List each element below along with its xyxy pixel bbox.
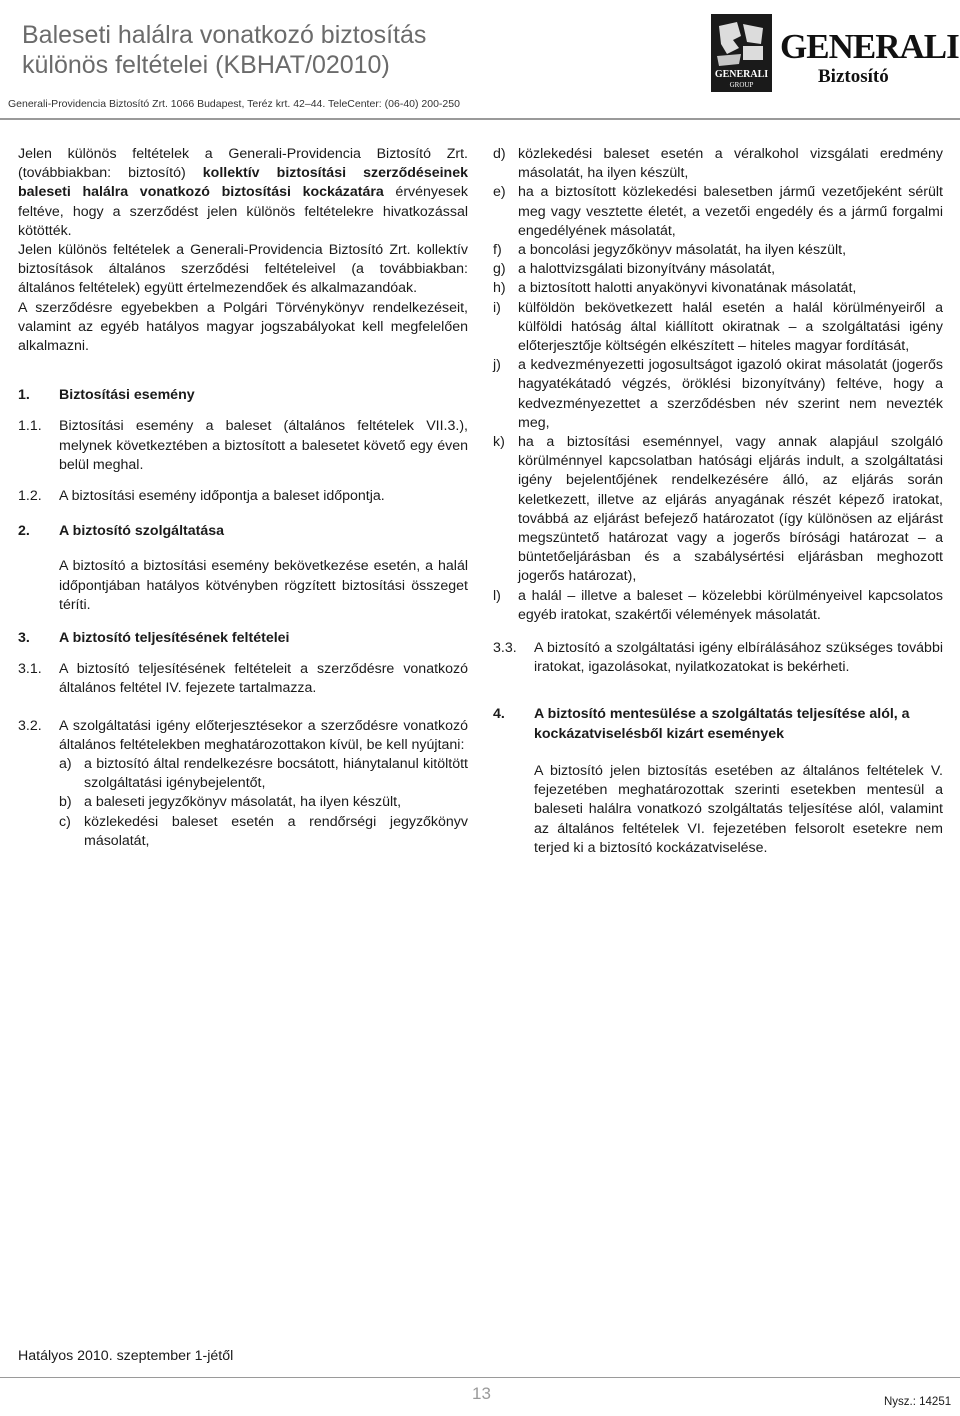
list-item bbox=[493, 145, 943, 183]
intro-p1-c: érvényesek feltéve, hogy a szerződést jelen különös feltételekre hivatkozással kötötték. bbox=[18, 184, 468, 239]
required-documents-list-left bbox=[59, 755, 468, 851]
list-item bbox=[493, 183, 943, 241]
list-item-text: külföldön bekövetkezett halál esetén a halál körülményeiről a külföldi hatóság által kiállított okiratnak – a szolgáltatási igény előterjesztője költségén elkészített – hiteles magyar fordítását, bbox=[518, 299, 943, 355]
list-item-label: g) bbox=[493, 261, 506, 278]
list-item bbox=[59, 755, 468, 793]
header-divider bbox=[0, 118, 960, 120]
clause-number: 3.3. bbox=[493, 640, 517, 657]
list-item-label: j) bbox=[493, 357, 501, 374]
clause-text: A biztosító teljesítésének feltételeit a szerződésre vonatkozó általános feltétel IV. fejezete tartalmazza. bbox=[59, 661, 468, 697]
section-title: Biztosítási esemény bbox=[59, 387, 195, 404]
section-2-text: A biztosító a biztosítási esemény bekövetkezése esetén, a halál időpontjában hatályos kötvényben rögzített biztosítási összeget téríti. bbox=[59, 558, 468, 613]
list-item bbox=[493, 433, 943, 587]
document-title-line-1: Baleseti halálra vonatkozó biztosítás bbox=[22, 21, 427, 49]
required-documents-list-right bbox=[493, 145, 943, 625]
list-item bbox=[493, 587, 943, 625]
intro-paragraph-1 bbox=[18, 145, 468, 241]
emblem-group: GROUP bbox=[729, 81, 754, 89]
intro-paragraph-3: A szerződésre egyebekben a Polgári Törvénykönyv rendelkezéseit, valamint az egyéb hatályos magyar jogszabályokat kell megfelelően alkalmazni. bbox=[18, 299, 468, 355]
list-item-label: i) bbox=[493, 299, 501, 316]
list-item-label: e) bbox=[493, 184, 506, 201]
company-address: Generali-Providencia Biztosító Zrt. 1066 Budapest, Teréz krt. 42–44. TeleCenter: (06-40) 200-250 bbox=[8, 98, 460, 110]
list-item-text: a boncolási jegyzőkönyv másolatát, ha ilyen készült, bbox=[518, 242, 847, 259]
section-title: A biztosító teljesítésének feltételei bbox=[59, 630, 290, 647]
list-item bbox=[493, 241, 943, 260]
list-item bbox=[493, 279, 943, 298]
list-item bbox=[59, 813, 468, 851]
clause-3-1 bbox=[18, 660, 468, 698]
list-item-text: a halál – illetve a baleset – közelebbi körülményeivel kapcsolatos egyéb iratokat, szakértői vélemények másolatát. bbox=[518, 587, 943, 623]
clause-text: A biztosító a szolgáltatási igény elbírálásához szükséges további iratokat, igazolásokat, nyilatkozatokat is bekérheti. bbox=[534, 640, 943, 676]
clause-text: Biztosítási esemény a baleset (általános feltételek VII.3.), melynek következtében a biztosított a balesetet követő egy éven belül meghal. bbox=[59, 418, 468, 473]
left-column bbox=[18, 145, 468, 851]
clause-3-3 bbox=[493, 639, 943, 677]
list-item-label: b) bbox=[59, 794, 72, 811]
list-item-text: ha a biztosított közlekedési balesetben jármű vezetőjeként sérült meg vagy vesztette életét, a vezetői engedély és a jármű forgalmi engedélyének másolatát, bbox=[518, 184, 943, 239]
clause-text: A biztosítási esemény időpontja a baleset időpontja. bbox=[59, 488, 385, 505]
clause-number: 1.2. bbox=[18, 488, 42, 505]
registration-number: Nysz.: 14251 bbox=[884, 1396, 952, 1408]
section-title: A biztosító mentesülése a szolgáltatás teljesítése alól, a kockázatviselésből kizárt események bbox=[534, 706, 910, 742]
clause-3-2 bbox=[18, 717, 468, 851]
list-item-text: közlekedési baleset esetén a véralkohol vizsgálati eredmény másolatát, ha ilyen készült, bbox=[518, 146, 943, 182]
section-2-heading bbox=[18, 522, 468, 541]
effective-date: Hatályos 2010. szeptember 1-jétől bbox=[18, 1348, 234, 1364]
section-number: 3. bbox=[18, 630, 30, 647]
section-3-heading bbox=[18, 629, 468, 648]
document-title-line-2: különös feltételei (KBHAT/02010) bbox=[22, 51, 390, 79]
list-item-label: k) bbox=[493, 434, 505, 451]
section-number: 1. bbox=[18, 387, 30, 404]
emblem-word: GENERALI bbox=[714, 69, 769, 80]
list-item-label: f) bbox=[493, 242, 502, 259]
list-item bbox=[59, 793, 468, 812]
clause-number: 3.2. bbox=[18, 717, 42, 734]
list-item-label: l) bbox=[493, 587, 501, 604]
clause-text: A szolgáltatási igény előterjesztésekor a szerződésre vonatkozó általános feltételekben meghatározottakon kívül, be kell nyújtani: bbox=[59, 717, 468, 753]
section-1-heading bbox=[18, 386, 468, 405]
right-column bbox=[493, 145, 943, 858]
section-number: 2. bbox=[18, 523, 30, 540]
clause-1-1 bbox=[18, 417, 468, 475]
list-item-label: c) bbox=[59, 813, 71, 830]
list-item bbox=[493, 299, 943, 357]
list-item bbox=[493, 356, 943, 433]
list-item-text: ha a biztosítási eseménnyel, vagy annak alapjául szolgáló körülménnyel kapcsolatban hatósági eljárás indult, a szolgáltatási igény bejelentőjének rendelkezésére álló, az eljárás során keletkezett, illetve az eljárás anyagának részét képező iratokat, továbbá az eljárást befejező határozatot (így különösen az eljárást megszüntető határozat vagy a jogerős bírósági határozat – a büntetőeljárásban és a szabálysértési eljárásban meghozott jogerős határozat), bbox=[518, 434, 943, 585]
clause-number: 3.1. bbox=[18, 661, 42, 678]
generali-lion-logo-icon bbox=[711, 14, 772, 92]
brand-logo-text: GENERALI bbox=[780, 27, 959, 66]
document-title bbox=[22, 20, 642, 80]
list-item-label: a) bbox=[59, 756, 72, 773]
intro-p1-bold: kollektív biztosítási szerződéseinek baleseti halálra vonatkozó biztosítási kockázatára bbox=[18, 165, 468, 201]
section-title: A biztosító szolgáltatása bbox=[59, 523, 225, 540]
clause-1-2 bbox=[18, 487, 468, 506]
list-item-text: a biztosított halotti anyakönyvi kivonatának másolatát, bbox=[518, 280, 857, 297]
list-item bbox=[493, 260, 943, 279]
list-item-text: közlekedési baleset esetén a rendőrségi jegyzőkönyv másolatát, bbox=[84, 813, 468, 849]
list-item-text: a kedvezményezetti jogosultságot igazoló okirat másolatát (jogerős hagyatékátadó végzés, öröklési bizonyítvány) feltéve, hogy a kedvezményezettet a szerződésben név szerint nem nevezték meg, bbox=[518, 357, 943, 431]
intro-paragraph-2: Jelen különös feltételek a Generali-Providencia Biztosító Zrt. kollektív biztosítások általános szerződési feltételeivel (a továbbiakban: általános feltételek) együtt értelmezendőek és alkalmazandóak. bbox=[18, 242, 468, 297]
list-item-text: a halottvizsgálati bizonyítvány másolatát, bbox=[518, 261, 776, 278]
clause-body bbox=[59, 717, 468, 851]
list-item-label: h) bbox=[493, 280, 506, 297]
list-item-text: a biztosító által rendelkezésre bocsátott, hiánytalanul kitöltött szolgáltatási igénybejelentőt, bbox=[84, 756, 468, 792]
clause-number: 1.1. bbox=[18, 418, 42, 435]
section-4-heading bbox=[493, 705, 943, 743]
intro-p1-a: Jelen különös feltételek a Generali-Providencia Biztosító Zrt. (továbbiakban: biztosító) bbox=[18, 146, 468, 182]
page-number: 13 bbox=[472, 1384, 491, 1403]
list-item-label: d) bbox=[493, 146, 506, 162]
section-4-text: A biztosító jelen biztosítás esetében az általános feltételek V. fejezetében meghatározottak szerinti esetekben mentesül a baleseti halálra vonatkozó szolgáltatás teljesítése alól, valamint az általános feltételek VI. fejezetében felsorolt esetekre nem terjed ki a biztosító kockázatviselése. bbox=[534, 762, 943, 856]
brand-logo-subtitle: Biztosító bbox=[818, 66, 889, 87]
list-item-text: a baleseti jegyzőkönyv másolatát, ha ilyen készült, bbox=[84, 794, 402, 811]
footer-divider bbox=[0, 1377, 960, 1378]
section-number: 4. bbox=[493, 706, 505, 723]
